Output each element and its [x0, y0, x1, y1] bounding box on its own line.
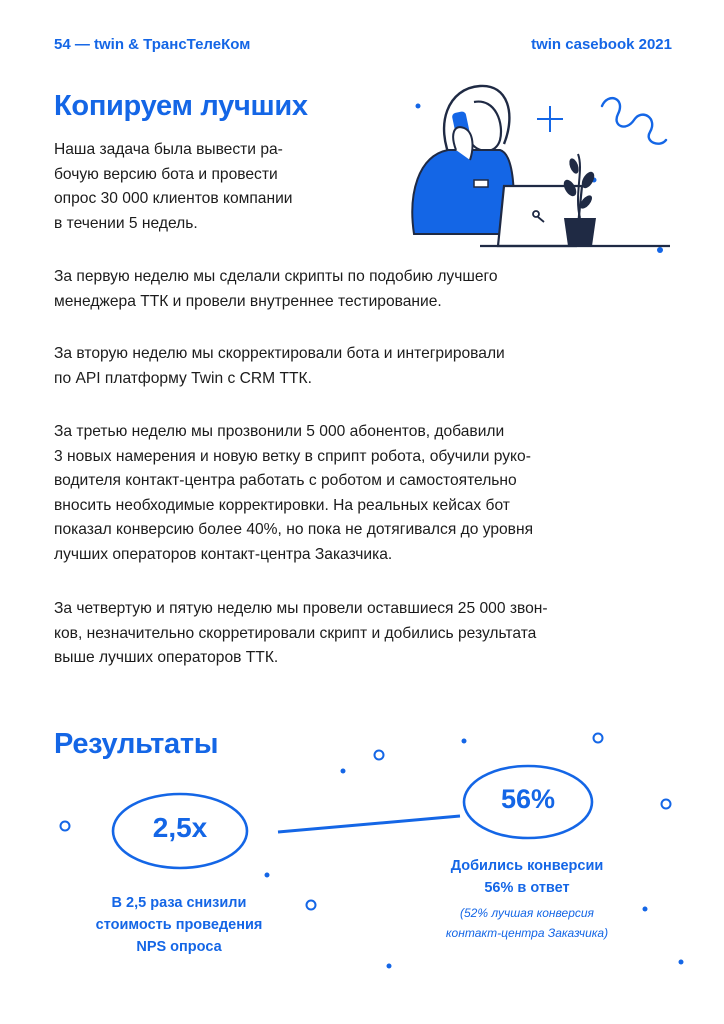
metric2-caption: Добились конверсии 56% в ответ	[450, 858, 604, 896]
header-page-label: 54 — twin & ТрансТелеКом	[54, 36, 251, 53]
plant-pot	[564, 218, 596, 246]
metric2-value: 56%	[500, 784, 556, 814]
operator-illustration	[404, 84, 674, 260]
squiggle-decoration	[602, 98, 666, 144]
metric1-value: 2,5x	[152, 812, 208, 843]
intro-paragraph: Наша задача была вывести ра- бочую версию бота и провести опрос 30 000 клиентов компании в течении 5 недель.	[54, 141, 293, 232]
week2-paragraph: За вторую неделю мы скорректировали бота и интегрировали по API платформу Twin с CRM ТТК.	[54, 345, 505, 387]
week3-paragraph: За третью неделю мы прозвонили 5 000 абонентов, добавили 3 новых намерения и новую ветку в сприпт робота, обучили руко- водителя контакт-центра работать с роботом и самостоятельно вносить необходимые корректировки. На реальных кейсах бот показал конверсию более 40%, но пока не дотягивался до уровня лучших операторов контакт-центра Заказчика.	[54, 423, 534, 563]
section-title-copy-best: Копируем лучших	[54, 90, 308, 122]
week45-paragraph: За четвертую и пятую неделю мы провели оставшиеся 25 000 звон- ков, незначительно скорретировали скрипт и добились результата выше лучших операторов ТТК.	[54, 600, 548, 666]
metric2-note: (52% лучшая конверсия контакт-центра Заказчика)	[445, 906, 609, 940]
sparkle-icon	[537, 106, 563, 132]
header-casebook-label: twin casebook 2021	[531, 36, 672, 53]
metric1-caption: В 2,5 раза снизили стоимость проведения NPS опроса	[95, 895, 263, 955]
section-title-results: Результаты	[54, 728, 219, 760]
connector-line	[278, 816, 460, 832]
week1-paragraph: За первую неделю мы сделали скрипты по подобию лучшего менеджера ТТК и провели внутреннее тестирование.	[54, 268, 498, 310]
